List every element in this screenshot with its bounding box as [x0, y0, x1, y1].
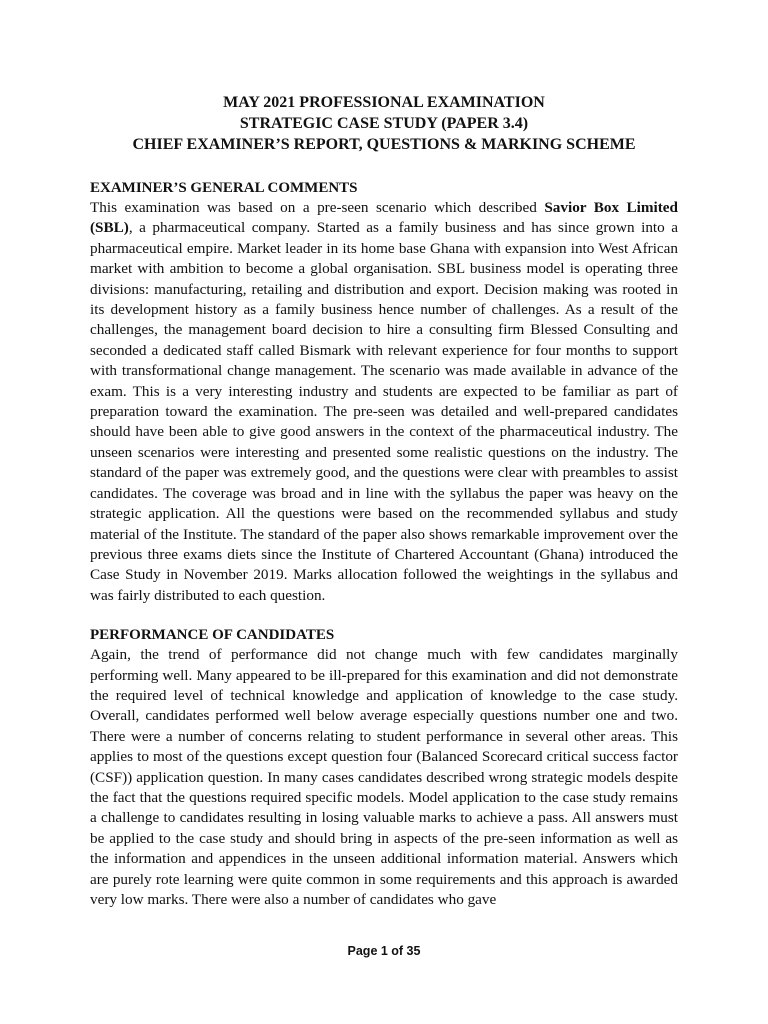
paper-title: STRATEGIC CASE STUDY (PAPER 3.4) [239, 115, 529, 132]
page-number: Page 1 of 35 [347, 944, 421, 958]
section-spacer [90, 606, 678, 625]
general-comments-intro: This examination was based on a pre-seen scenario which described [90, 199, 545, 216]
general-comments-text: , a pharmaceutical company. Started as a family business and has since grown into a pharmaceutical empire. Market leader in its home base Ghana with expansion into West African market with ambition to become a global organisation. SBL business model is operating three divisions: manufacturing, retailing and distribution and export. Decision making was rooted in its development history as a family business hence number of challenges. As a result of the challenges, the management board decision to hire a consulting firm Blessed Consulting and seconded a dedicated staff called Bismark with relevant experience for four months to support with transformational change management. The scenario was made available in advance of the exam. This is a very interesting industry and students are expected to be familiar as part of preparation toward the examination. The pre-seen was detailed and well-prepared candidates should have been able to give good answers in the context of the pharmaceutical industry. The unseen scenarios were interesting and presented some realistic questions on the industry. The standard of the paper was extremely good, and the questions were clear with preambles to assist candidates. The coverage was broad and in line with the syllabus the paper was heavy on the strategic application. All the questions were based on the recommended syllabus and study material of the Institute. The standard of the paper also shows remarkable improvement over the previous three exams diets since the Institute of Chartered Accountant (Ghana) introduced the Case Study in November 2019. Marks allocation followed the weightings in the syllabus and was fairly distributed to each question. [90, 219, 678, 604]
performance-paragraph: Again, the trend of performance did not change much with few candidates marginally performing well. Many appeared to be ill-prepared for this examination and did not demonstrate the required level of technical knowledge and application of knowledge to the case study. Overall, candidates performed well below average especially questions number one and two. There were a number of concerns relating to student performance in several other areas. This applies to most of the questions except question four (Balanced Scorecard critical success factor (CSF)) application question. In many cases candidates described wrong strategic models despite the fact that the questions required specific models. Model application to the case study remains a challenge to candidates resulting in losing valuable marks to achieve a pass. All answers must be applied to the case study and should bring in aspects of the pre-seen information as well as the information and appendices in the unseen additional information material. Answers which are purely rote learning were quite common in some requirements and this approach is awarded very low marks. There were also a number of candidates who gave [90, 646, 678, 908]
report-title-block [90, 92, 678, 155]
performance-heading: PERFORMANCE OF CANDIDATES [90, 627, 335, 644]
company-name: Savior Box Limited (SBL) [90, 199, 678, 237]
general-comments-paragraph [90, 198, 678, 606]
general-comments-heading: EXAMINER’S GENERAL COMMENTS [90, 180, 358, 196]
report-title: CHIEF EXAMINER’S REPORT, QUESTIONS & MARKING SCHEME [132, 136, 636, 153]
exam-title: MAY 2021 PROFESSIONAL EXAMINATION [223, 94, 545, 111]
